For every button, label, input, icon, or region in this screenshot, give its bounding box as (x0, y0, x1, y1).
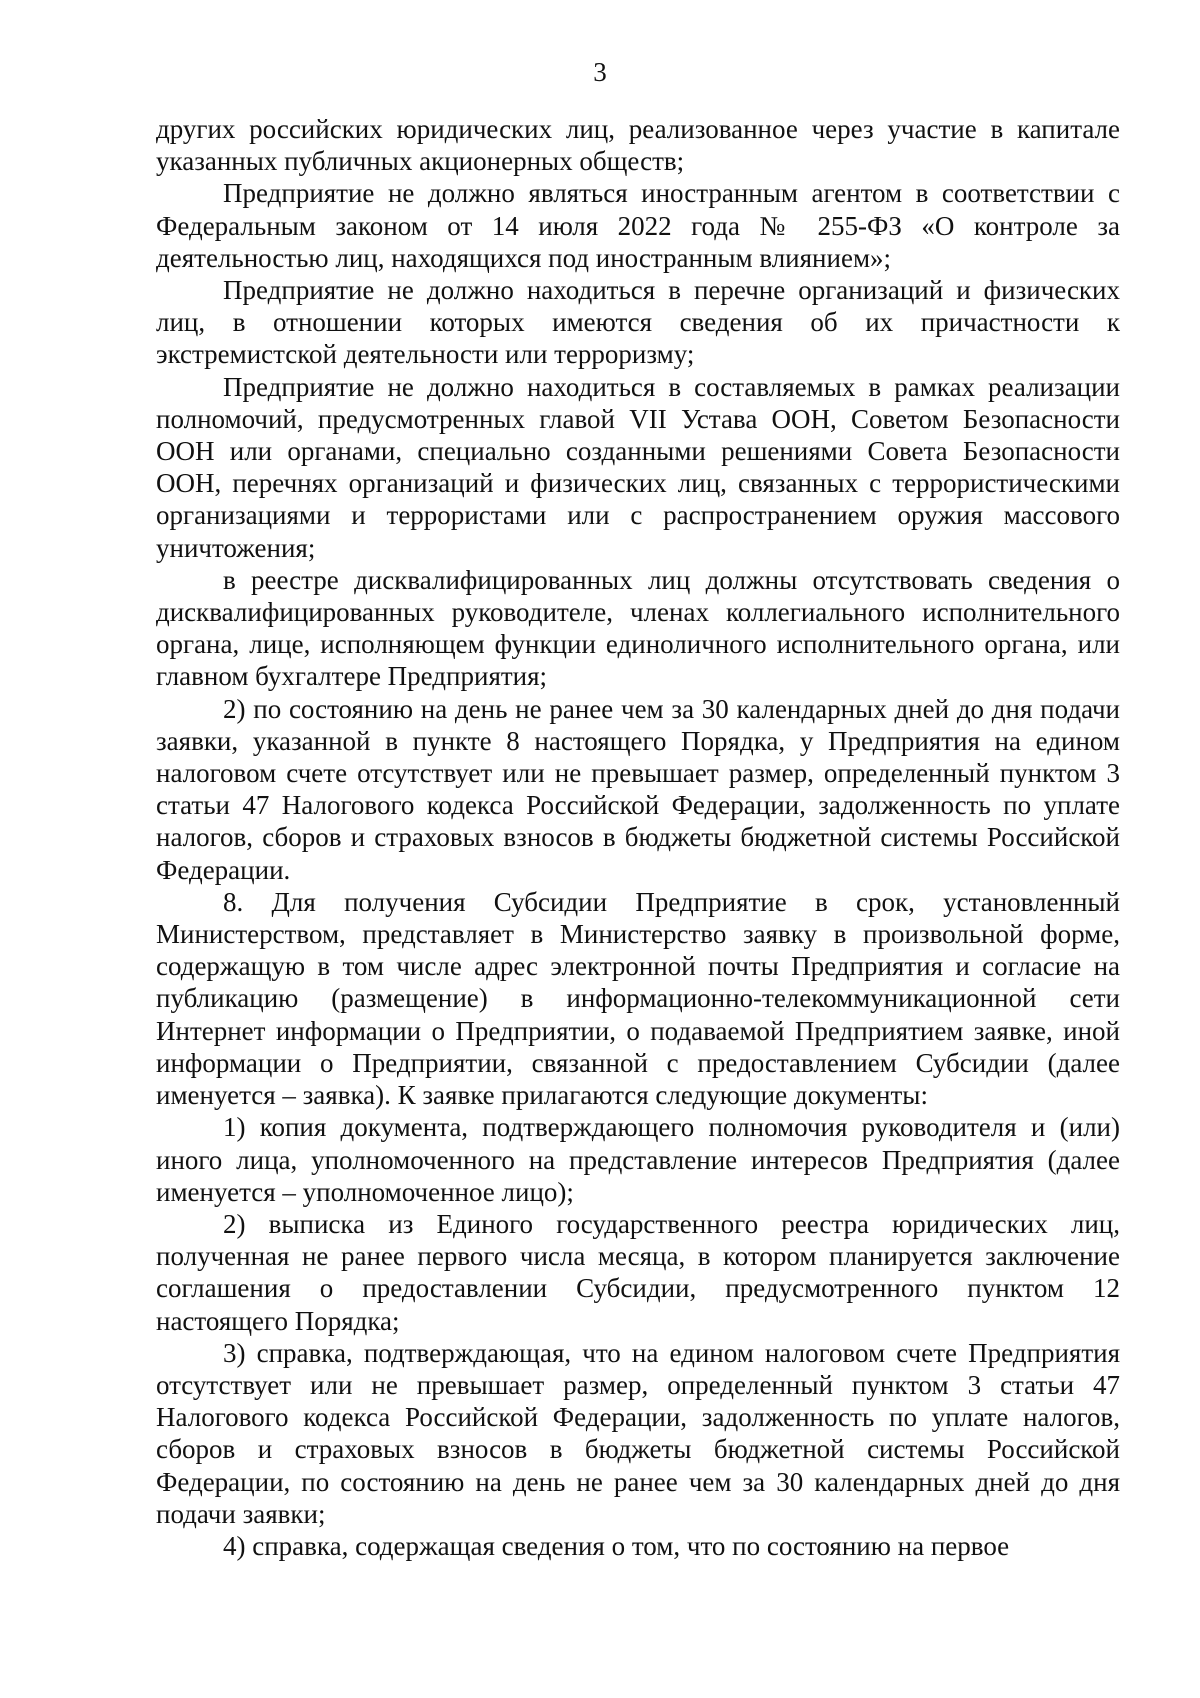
paragraph-doc-3: 3) справка, подтверждающая, что на едином налоговом счете Предприятия отсутствует или не превышает размер, определенный пунктом 3 статьи 47 Налогового кодекса Российской Федерации, задолженность по уплате налогов, сборов и страховых взносов в бюджеты бюджетной системы Российской Федерации, по состоянию на день не ранее чем за 30 календарных дней до дня подачи заявки; (156, 1337, 1120, 1529)
paragraph-doc-4: 4) справка, содержащая сведения о том, что по состоянию на первое (223, 1530, 1010, 1561)
paragraph-doc-2: 2) выписка из Единого государственного реестра юридических лиц, полученная не ранее первого числа месяца, в котором планируется заключение соглашения о предоставлении Субсидии, предусмотренного пунктом 12 настоящего Порядка; (156, 1208, 1120, 1336)
paragraph-continuation: других российских юридических лиц, реализованное через участие в капитале указанных публичных акционерных обществ; (156, 114, 1120, 177)
paragraph-section-8: 8. Для получения Субсидии Предприятие в срок, установленный Министерством, представляет в Министерство заявку в произвольной форме, содержащую в том числе адрес электронной почты Предприятия и согласие на публикацию (размещение) в информационно-телекоммуникационной сети Интернет информации о Предприятии, о подаваемой Предприятием заявке, иной информации о Предприятии, связанной с предоставлением Субсидии (далее именуется – заявка). К заявке прилагаются следующие документы: (156, 886, 1120, 1111)
paragraph-un-security-council: Предприятие не должно находиться в составляемых в рамках реализации полномочий, предусмотренных главой VII Устава ООН, Советом Безопасности ООН или органами, специально созданными решениями Совета Безопасности ООН, перечнях организаций и физических лиц, связанных с террористическими организациями и террористами или с распространением оружия массового уничтожения; (156, 371, 1120, 563)
document-body (156, 113, 1120, 1562)
paragraph-item-2-tax-debt: 2) по состоянию на день не ранее чем за 30 календарных дней до дня подачи заявки, указанной в пункте 8 настоящего Порядка, у Предприятия на едином налоговом счете отсутствует или не превышает размер, определенный пунктом 3 статьи 47 Налогового кодекса Российской Федерации, задолженность по уплате налогов, сборов и страховых взносов в бюджеты бюджетной системы Российской Федерации. (156, 693, 1120, 885)
paragraph-extremism-list: Предприятие не должно находиться в перечне организаций и физических лиц, в отношении которых имеются сведения об их причастности к экстремистской деятельности или терроризму; (156, 275, 1120, 370)
paragraph-disqualified-persons: в реестре дисквалифицированных лиц должны отсутствовать сведения о дисквалифицированных руководителе, членах коллегиального исполнительного органа, лице, исполняющем функции единоличного исполнительного органа, или главном бухгалтере Предприятия; (156, 564, 1120, 692)
page-number: 3 (593, 57, 607, 87)
paragraph-doc-1: 1) копия документа, подтверждающего полномочия руководителя и (или) иного лица, уполномоченного на представление интересов Предприятия (далее именуется – уполномоченное лицо); (156, 1112, 1120, 1207)
paragraph-foreign-agent: Предприятие не должно являться иностранным агентом в соответствии с Федеральным законом от 14 июля 2022 года № 255-ФЗ «О контроле за деятельностью лиц, находящихся под иностранным влиянием»; (156, 178, 1120, 273)
